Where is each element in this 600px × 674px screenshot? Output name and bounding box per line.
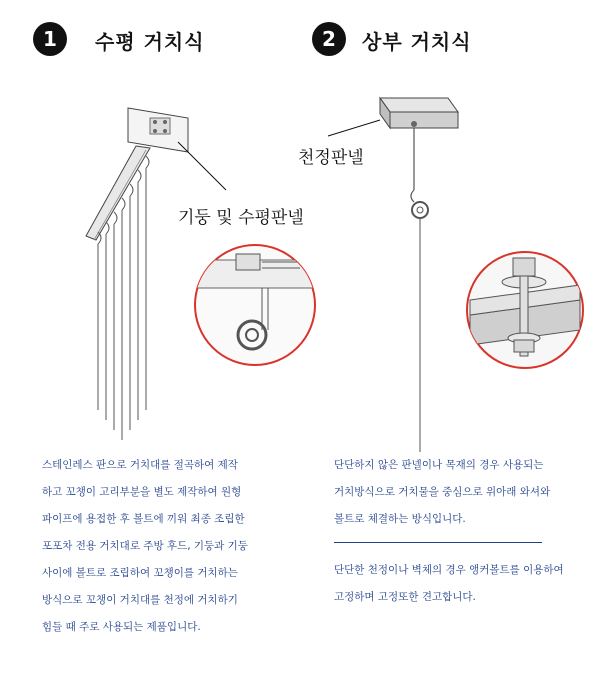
section-2-description-line: 고정하며 고정또한 견고합니다. (334, 591, 476, 603)
section-1-description (42, 452, 248, 641)
section-1-description-line: 힘들 때 주로 사용되는 제품입니다. (42, 621, 201, 633)
section-2-description-line: 단단하지 않은 판넬이나 목재의 경우 사용되는 (334, 459, 544, 471)
horizontal-rack-illustration (86, 108, 322, 440)
section-1-number: 1 (43, 27, 57, 51)
section-1-description-line: 하고 꼬챙이 고리부분을 별도 제작하여 원형 (42, 486, 242, 498)
ceiling-mount-illustration (328, 98, 583, 452)
section-2-divider (334, 542, 542, 543)
section-2-description-line: 거치방식으로 거치물을 중심으로 위아래 와셔와 (334, 486, 551, 498)
section-2-callout-label: 천정판넬 (298, 148, 364, 168)
section-2-description-line: 볼트로 체결하는 방식입니다. (334, 513, 466, 525)
section-2-description-line: 단단한 천정이나 벽체의 경우 앵커볼트를 이용하여 (334, 564, 564, 576)
section-1-description-line: 방식으로 꼬챙이 거치대를 천정에 거치하기 (42, 594, 238, 606)
section-1-description-line: 포포차 전용 거치대로 주방 후드, 기둥과 기둥 (42, 540, 248, 552)
section-2-number: 2 (322, 27, 336, 51)
section-2-description (334, 452, 564, 611)
section-1-callout-label: 기둥 및 수평판넬 (178, 208, 304, 228)
section-1-description-line: 파이프에 용접한 후 볼트에 끼워 최종 조립한 (42, 513, 245, 525)
section-1-description-line: 사이에 볼트로 조립하여 꼬챙이를 거치하는 (42, 567, 238, 579)
section-1-description-line: 스테인레스 판으로 거치대를 절곡하여 제작 (42, 459, 238, 471)
section-1-title: 수평 거치식 (95, 30, 205, 54)
section-2-title: 상부 거치식 (362, 30, 472, 54)
